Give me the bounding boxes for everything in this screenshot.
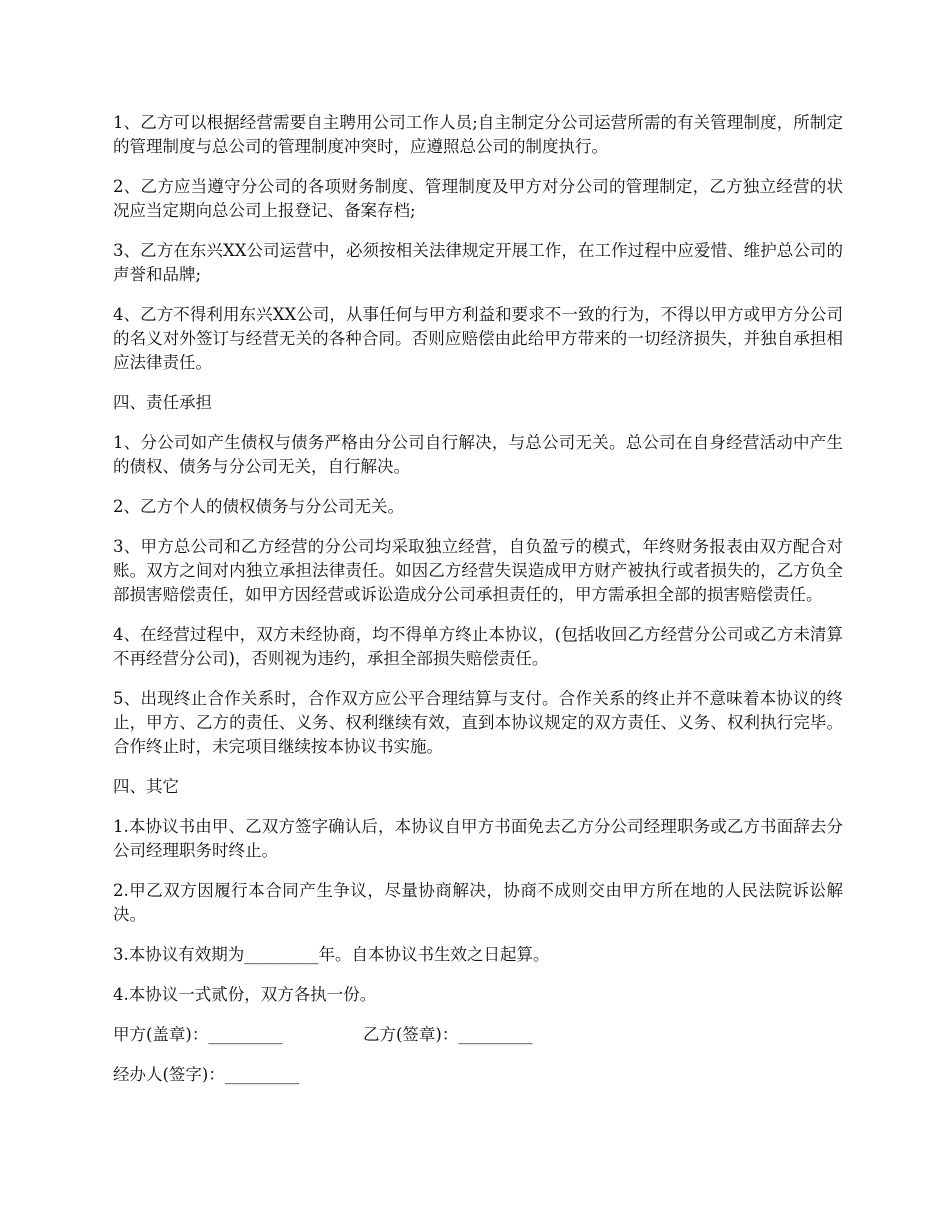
party-a-signature: 甲方(盖章)：_________ bbox=[113, 1025, 283, 1044]
signature-row bbox=[113, 1023, 843, 1047]
party-b-signature: 乙方(签章)：_________ bbox=[363, 1025, 533, 1044]
clause-c4: 4.本协议一式贰份，双方各执一份。 bbox=[113, 985, 377, 1004]
handler-signature: 经办人(签字)：_________ bbox=[113, 1065, 300, 1084]
clause-b3: 3、甲方总公司和乙方经营的分公司均采取独立经营，自负盈亏的模式，年终财务报表由双方配合对账。双方之间对内独立承担法律责任。如因乙方经营失误造成甲方财产被执行或者损失的，乙方负全部损害赔偿责任，如甲方因经营或诉讼造成分公司承担责任的，甲方需承担全部的损害赔偿责任。 bbox=[113, 537, 843, 604]
clause-b4: 4、在经营过程中，双方未经协商，均不得单方终止本协议，(包括收回乙方经营分公司或乙方未清算不再经营分公司)，否则视为违约，承担全部损失赔偿责任。 bbox=[113, 625, 843, 668]
section-heading-responsibility: 四、责任承担 bbox=[113, 393, 212, 412]
clause-c1: 1.本协议书由甲、乙双方签字确认后，本协议自甲方书面免去乙方分公司经理职务或乙方书面辞去分公司经理职务时终止。 bbox=[113, 817, 843, 860]
clause-b2: 2、乙方个人的债权债务与分公司无关。 bbox=[113, 497, 404, 516]
clause-b1: 1、分公司如产生债权与债务严格由分公司自行解决，与总公司无关。总公司在自身经营活动中产生的债权、债务与分公司无关，自行解决。 bbox=[113, 433, 843, 476]
clause-a2: 2、乙方应当遵守分公司的各项财务制度、管理制度及甲方对分公司的管理制定，乙方独立经营的状况应当定期向总公司上报登记、备案存档; bbox=[113, 177, 843, 220]
document-page bbox=[113, 111, 843, 1103]
clause-a4: 4、乙方不得利用东兴XX公司，从事任何与甲方利益和要求不一致的行为，不得以甲方或甲方分公司的名义对外签订与经营无关的各种合同。否则应赔偿由此给甲方带来的一切经济损失，并独自承担相应法律责任。 bbox=[113, 305, 843, 372]
clause-c2: 2.甲乙双方因履行本合同产生争议，尽量协商解决，协商不成则交由甲方所在地的人民法院诉讼解决。 bbox=[113, 881, 843, 924]
clause-b5: 5、出现终止合作关系时，合作双方应公平合理结算与支付。合作关系的终止并不意味着本协议的终止，甲方、乙方的责任、义务、权利继续有效，直到本协议规定的双方责任、义务、权利执行完毕。合作终止时，未完项目继续按本协议书实施。 bbox=[113, 689, 843, 756]
clause-c3: 3.本协议有效期为_________年。自本协议书生效之日起算。 bbox=[113, 945, 550, 964]
handler-signature-row bbox=[113, 1063, 843, 1087]
clause-a1: 1、乙方可以根据经营需要自主聘用公司工作人员;自主制定分公司运营所需的有关管理制度，所制定的管理制度与总公司的管理制度冲突时，应遵照总公司的制度执行。 bbox=[113, 113, 843, 156]
clause-a3: 3、乙方在东兴XX公司运营中，必须按相关法律规定开展工作，在工作过程中应爱惜、维护总公司的声誉和品牌; bbox=[113, 241, 843, 284]
section-heading-other: 四、其它 bbox=[113, 777, 179, 796]
